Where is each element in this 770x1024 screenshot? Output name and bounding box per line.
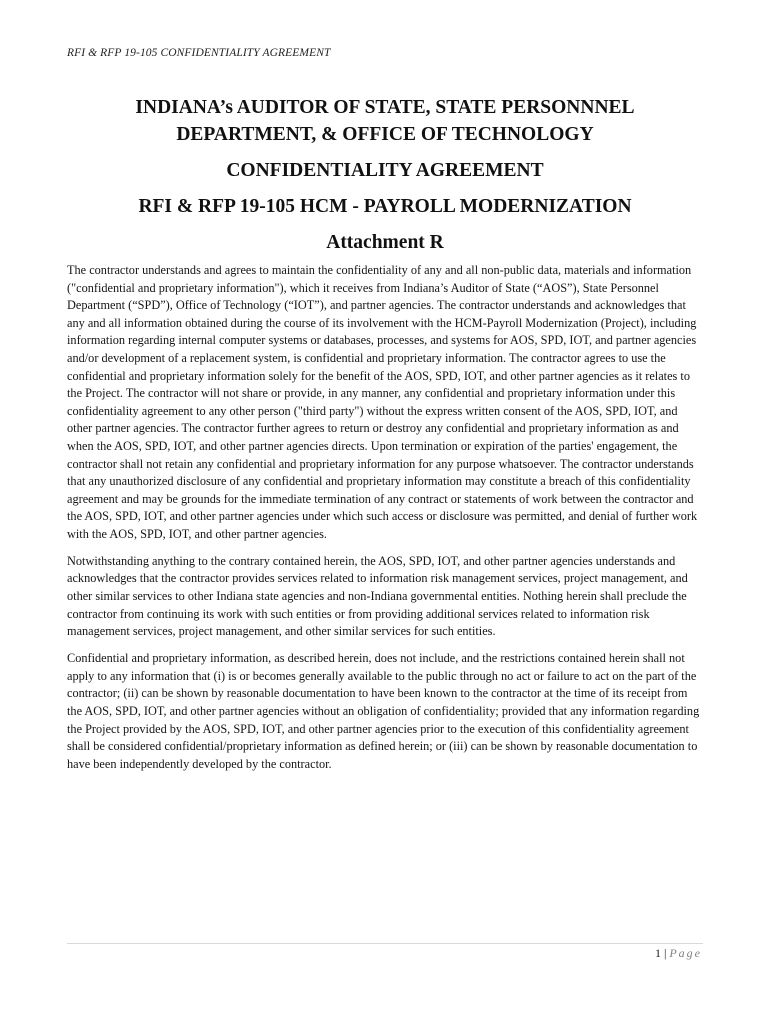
rfp-title: RFI & RFP 19-105 HCM - PAYROLL MODERNIZATION: [138, 196, 632, 217]
title-block: [67, 94, 703, 256]
agreement-title: CONFIDENTIALITY AGREEMENT: [226, 160, 544, 181]
page-label: Page: [669, 946, 702, 960]
agreement-body: [67, 262, 703, 783]
title-line-2: DEPARTMENT, & OFFICE OF TECHNOLOGY: [176, 124, 594, 145]
running-header: RFI & RFP 19-105 CONFIDENTIALITY AGREEMENT: [67, 47, 331, 59]
page-number-value: 1: [654, 946, 661, 960]
footer-divider: [67, 943, 703, 944]
title-line-1: INDIANA’s AUDITOR OF STATE, STATE PERSONNNEL: [135, 97, 635, 118]
page-number: [655, 946, 702, 961]
paragraph-notwithstanding: Notwithstanding anything to the contrary contained herein, the AOS, SPD, IOT, and other partner agencies understands and acknowledges that the contractor provides services related to information risk management services, project management, and other similar services to other Indiana state agencies and non-Indiana governmental entities. Nothing herein shall preclude the contractor from continuing its work with such entities or from providing additional services related to information risk management services, project management, and other similar services for such entities.: [67, 553, 688, 639]
page-number-separator: |: [663, 946, 667, 960]
paragraph-confidentiality: The contractor understands and agrees to maintain the confidentiality of any and all non-public data, materials and information ("confidential and proprietary information"), which it receives from Indiana’s Auditor of State (“AOS”), State Personnel Department (“SPD”), Office of Technology (“IOT”), and partner agencies. The contractor understands and acknowledges that any and all information obtained during the course of its involvement with the HCM-Payroll Modernization (Project), including information regarding internal computer systems or databases, processes, and systems for AOS, SPD, IOT, and partner agencies and/or development of a replacement system, is confidential and proprietary information. The contractor agrees to use the confidential and proprietary information solely for the benefit of the AOS, SPD, IOT, and other partner agencies as it relates to the Project. The contractor will not share or provide, in any manner, any confidential and proprietary information under this confidentiality agreement to any other person ("third party") without the express written consent of the AOS, SPD, IOT, and other partner agencies. The contractor further agrees to return or destroy any confidential and proprietary information as and when the AOS, SPD, IOT, and other partner agencies directs. Upon termination or expiration of the parties' engagement, the contractor shall not retain any confidential and proprietary information for any purpose whatsoever. The contractor understands that any unauthorized disclosure of any confidential and proprietary information may constitute a breach of this confidentiality agreement and may be grounds for the immediate termination of any contract or statements of work between the contractor and the AOS, SPD, IOT, and other partner agencies under which such access or disclosure was permitted, and denial of further work with the AOS, SPD, IOT, and other partner agencies.: [67, 263, 698, 541]
attachment-label: Attachment R: [326, 232, 444, 253]
paragraph-exclusions: Confidential and proprietary information, as described herein, does not include, and the restrictions contained herein shall not apply to any information that (i) is or becomes generally available to the public through no act or failure to act on the part of the contractor; (ii) can be shown by reasonable documentation to have been known to the contractor at the time of its receipt from the AOS, SPD, IOT, and other partner agencies without an obligation of confidentiality; provided that any information regarding the Project provided by the AOS, SPD, IOT, and other partner agencies prior to the execution of this confidentiality agreement shall be considered confidential/proprietary information as defined herein; or (iii) can be shown by reasonable documentation to have been independently developed by the contractor.: [67, 651, 700, 771]
